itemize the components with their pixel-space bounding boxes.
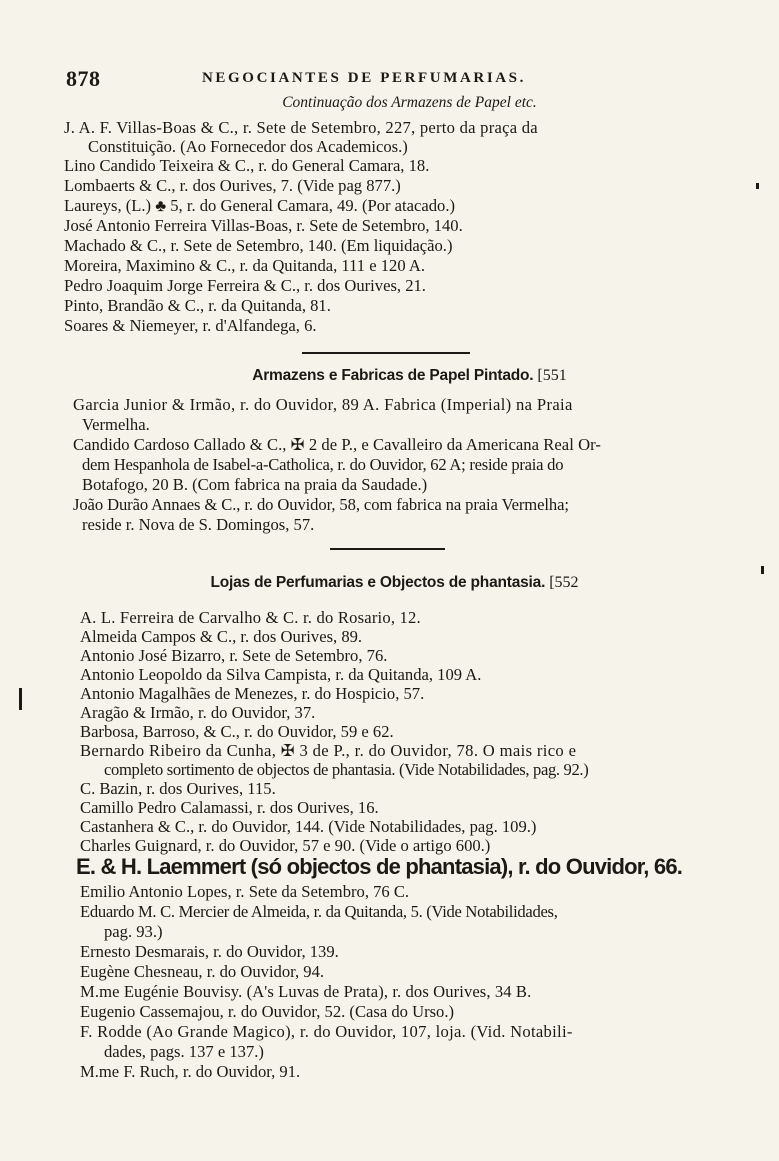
list-item: Garcia Junior & Irmão, r. do Ouvidor, 89 A. Fabrica (Imperial) na Praia <box>73 395 573 414</box>
margin-mark <box>19 688 22 710</box>
list-item: reside r. Nova de S. Domingos, 57. <box>82 515 315 534</box>
list-item: Eduardo M. C. Mercier de Almeida, r. da Quitanda, 5. (Vide Notabilidades, <box>80 902 558 921</box>
list-item: Eugenio Cassemajou, r. do Ouvidor, 52. (Casa do Urso.) <box>80 1002 455 1021</box>
list-item: F. Rodde (Ao Grande Magico), r. do Ouvidor, 107, loja. (Vid. Notabili- <box>80 1022 573 1041</box>
section-number: [551 <box>537 367 567 384</box>
list-item: Antonio José Bizarro, r. Sete de Setembro, 76. <box>80 646 388 665</box>
page-number: 878 <box>66 66 101 91</box>
list-item: Antonio Magalhães de Menezes, r. do Hospicio, 57. <box>80 684 425 703</box>
list-item: Ernesto Desmarais, r. do Ouvidor, 139. <box>80 942 339 961</box>
list-item: C. Bazin, r. dos Ourives, 115. <box>80 779 276 798</box>
list-item: Lombaerts & C., r. dos Ourives, 7. (Vide pag 877.) <box>64 176 401 195</box>
list-item: pag. 93.) <box>104 922 163 941</box>
section-title: Lojas de Perfumarias e Objectos de phantasia. <box>210 574 546 591</box>
section-title: Armazens e Fabricas de Papel Pintado. <box>252 367 534 384</box>
list-item: A. L. Ferreira de Carvalho & C. r. do Rosario, 12. <box>80 608 421 627</box>
list-item: Pinto, Brandão & C., r. da Quitanda, 81. <box>64 296 331 315</box>
list-item: Antonio Leopoldo da Silva Campista, r. da Quitanda, 109 A. <box>80 665 482 684</box>
list-item: completo sortimento de objectos de phantasia. (Vide Notabilidades, pag. 92.) <box>104 760 589 779</box>
list-item: Bernardo Ribeiro da Cunha, ✠ 3 de P., r. do Ouvidor, 78. O mais rico e <box>80 741 577 760</box>
list-item: Castanhera & C., r. do Ouvidor, 144. (Vide Notabilidades, pag. 109.) <box>80 817 537 836</box>
section-heading-551 <box>0 367 779 385</box>
list-item: José Antonio Ferreira Villas-Boas, r. Sete de Setembro, 140. <box>64 216 463 235</box>
list-item: Vermelha. <box>82 415 150 434</box>
list-item: M.me F. Ruch, r. do Ouvidor, 91. <box>80 1062 301 1081</box>
list-item: Candido Cardoso Callado & C., ✠ 2 de P., e Cavalleiro da Americana Real Or- <box>73 435 601 454</box>
page-header <box>66 66 716 92</box>
list-item: dem Hespanhola de Isabel-a-Catholica, r. do Ouvidor, 62 A; reside praia do <box>82 455 564 474</box>
list-item: Camillo Pedro Calamassi, r. dos Ourives, 16. <box>80 798 379 817</box>
list-item: Barbosa, Barroso, & C., r. do Ouvidor, 59 e 62. <box>80 722 394 741</box>
list-item: Laureys, (L.) ♣ 5, r. do General Camara, 49. (Por atacado.) <box>64 196 456 215</box>
list-item: Lino Candido Teixeira & C., r. do General Camara, 18. <box>64 156 430 175</box>
list-item: Charles Guignard, r. do Ouvidor, 57 e 90. (Vide o artigo 600.) <box>80 836 491 855</box>
running-head: NEGOCIANTES DE PERFUMARIAS. <box>202 70 526 86</box>
margin-mark <box>761 566 764 574</box>
list-item: Eugène Chesneau, r. do Ouvidor, 94. <box>80 962 325 981</box>
list-item: Botafogo, 20 B. (Com fabrica na praia da Saudade.) <box>82 475 428 494</box>
list-item: M.me Eugénie Bouvisy. (A's Luvas de Prata), r. dos Ourives, 34 B. <box>80 982 532 1001</box>
list-item: Almeida Campos & C., r. dos Ourives, 89. <box>80 627 363 646</box>
list-item: Constituição. (Ao Fornecedor dos Academicos.) <box>88 137 408 156</box>
list-item: Pedro Joaquim Jorge Ferreira & C., r. dos Ourives, 21. <box>64 276 426 295</box>
list-item: dades, pags. 137 e 137.) <box>104 1042 264 1061</box>
list-item: João Durão Annaes & C., r. do Ouvidor, 58, com fabrica na praia Vermelha; <box>73 495 569 514</box>
section-divider <box>302 352 470 354</box>
section-divider <box>330 548 445 550</box>
list-item: J. A. F. Villas-Boas & C., r. Sete de Setembro, 227, perto da praça da <box>64 118 538 137</box>
list-item: Emilio Antonio Lopes, r. Sete da Setembro, 76 C. <box>80 882 410 901</box>
list-item: Moreira, Maximino & C., r. da Quitanda, 111 e 120 A. <box>64 256 426 275</box>
list-item: Aragão & Irmão, r. do Ouvidor, 37. <box>80 703 316 722</box>
list-item: Soares & Niemeyer, r. d'Alfandega, 6. <box>64 316 317 335</box>
section-number: [552 <box>549 574 579 591</box>
list-item-emphasized: E. & H. Laemmert (só objectos de phantasia), r. do Ouvidor, 66. <box>76 854 683 879</box>
margin-mark <box>756 183 759 189</box>
continuation-subtitle: Continuação dos Armazens de Papel etc. <box>282 94 537 111</box>
list-item: Machado & C., r. Sete de Setembro, 140. (Em liquidação.) <box>64 236 453 255</box>
section-heading-552 <box>0 574 779 592</box>
